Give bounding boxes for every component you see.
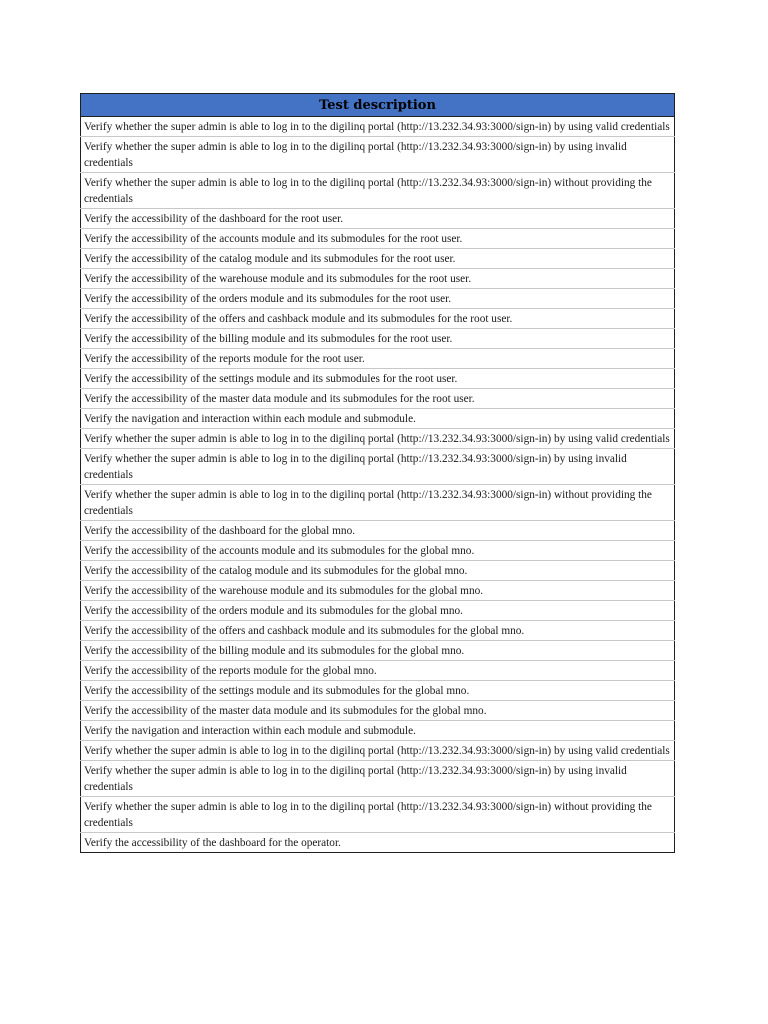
table-row	[81, 621, 675, 641]
table-row	[81, 349, 675, 369]
test-description-cell: Verify the accessibility of the accounts module and its submodules for the global mno.	[81, 541, 675, 561]
table-row	[81, 117, 675, 137]
test-description-cell: Verify the accessibility of the settings module and its submodules for the root user.	[81, 369, 675, 389]
test-description-cell: Verify the accessibility of the catalog module and its submodules for the global mno.	[81, 561, 675, 581]
test-description-cell: Verify the accessibility of the dashboard for the root user.	[81, 209, 675, 229]
test-description-cell: Verify the accessibility of the accounts module and its submodules for the root user.	[81, 229, 675, 249]
table-row	[81, 369, 675, 389]
test-description-cell: Verify whether the super admin is able to log in to the digilinq portal (http://13.232.34.93:3000/sign-in) by using valid credentials	[81, 429, 675, 449]
table-row	[81, 409, 675, 429]
test-description-cell: Verify the navigation and interaction within each module and submodule.	[81, 409, 675, 429]
test-description-cell: Verify the accessibility of the master data module and its submodules for the global mno.	[81, 701, 675, 721]
test-description-cell: Verify the accessibility of the reports module for the root user.	[81, 349, 675, 369]
table-row	[81, 389, 675, 409]
test-description-cell: Verify the accessibility of the dashboard for the global mno.	[81, 521, 675, 541]
header-row	[81, 94, 675, 117]
table-row	[81, 681, 675, 701]
test-description-cell: Verify the accessibility of the billing module and its submodules for the global mno.	[81, 641, 675, 661]
test-description-cell: Verify the accessibility of the catalog module and its submodules for the root user.	[81, 249, 675, 269]
table-row	[81, 641, 675, 661]
test-description-cell: Verify the accessibility of the billing module and its submodules for the root user.	[81, 329, 675, 349]
test-description-cell: Verify the accessibility of the orders module and its submodules for the global mno.	[81, 601, 675, 621]
table-row	[81, 833, 675, 853]
test-description-cell: Verify whether the super admin is able to log in to the digilinq portal (http://13.232.34.93:3000/sign-in) by using valid credentials	[81, 741, 675, 761]
test-description-table	[80, 93, 675, 853]
test-description-cell: Verify the accessibility of the offers and cashback module and its submodules for the root user.	[81, 309, 675, 329]
test-description-cell: Verify whether the super admin is able to log in to the digilinq portal (http://13.232.34.93:3000/sign-in) without providing the credentials	[81, 173, 675, 209]
table-row	[81, 761, 675, 797]
table-row	[81, 209, 675, 229]
test-description-cell: Verify the accessibility of the dashboard for the operator.	[81, 833, 675, 853]
table-row	[81, 741, 675, 761]
table-row	[81, 661, 675, 681]
table-row	[81, 173, 675, 209]
test-description-cell: Verify whether the super admin is able to log in to the digilinq portal (http://13.232.34.93:3000/sign-in) by using invalid credentials	[81, 761, 675, 797]
column-header-test-description: Test description	[81, 94, 675, 117]
test-description-cell: Verify the accessibility of the master data module and its submodules for the root user.	[81, 389, 675, 409]
table-row	[81, 721, 675, 741]
test-description-cell: Verify whether the super admin is able to log in to the digilinq portal (http://13.232.34.93:3000/sign-in) by using invalid credentials	[81, 137, 675, 173]
test-description-cell: Verify the accessibility of the settings module and its submodules for the global mno.	[81, 681, 675, 701]
table-row	[81, 541, 675, 561]
table-row	[81, 289, 675, 309]
table-row	[81, 521, 675, 541]
test-description-cell: Verify the accessibility of the orders module and its submodules for the root user.	[81, 289, 675, 309]
test-description-cell: Verify the accessibility of the offers and cashback module and its submodules for the global mno.	[81, 621, 675, 641]
table-body	[81, 117, 675, 853]
test-description-cell: Verify whether the super admin is able to log in to the digilinq portal (http://13.232.34.93:3000/sign-in) without providing the credentials	[81, 485, 675, 521]
table-row	[81, 229, 675, 249]
table-row	[81, 309, 675, 329]
table-row	[81, 485, 675, 521]
table-row	[81, 329, 675, 349]
table-row	[81, 601, 675, 621]
table-row	[81, 701, 675, 721]
test-description-cell: Verify whether the super admin is able to log in to the digilinq portal (http://13.232.34.93:3000/sign-in) by using valid credentials	[81, 117, 675, 137]
test-description-cell: Verify whether the super admin is able to log in to the digilinq portal (http://13.232.34.93:3000/sign-in) without providing the credentials	[81, 797, 675, 833]
table-row	[81, 137, 675, 173]
table-row	[81, 269, 675, 289]
table-row	[81, 581, 675, 601]
table-row	[81, 561, 675, 581]
test-description-cell: Verify the accessibility of the warehouse module and its submodules for the root user.	[81, 269, 675, 289]
table-row	[81, 797, 675, 833]
table-row	[81, 449, 675, 485]
test-description-cell: Verify whether the super admin is able to log in to the digilinq portal (http://13.232.34.93:3000/sign-in) by using invalid credentials	[81, 449, 675, 485]
test-description-cell: Verify the navigation and interaction within each module and submodule.	[81, 721, 675, 741]
table-row	[81, 249, 675, 269]
table-row	[81, 429, 675, 449]
test-description-cell: Verify the accessibility of the warehouse module and its submodules for the global mno.	[81, 581, 675, 601]
test-description-cell: Verify the accessibility of the reports module for the global mno.	[81, 661, 675, 681]
